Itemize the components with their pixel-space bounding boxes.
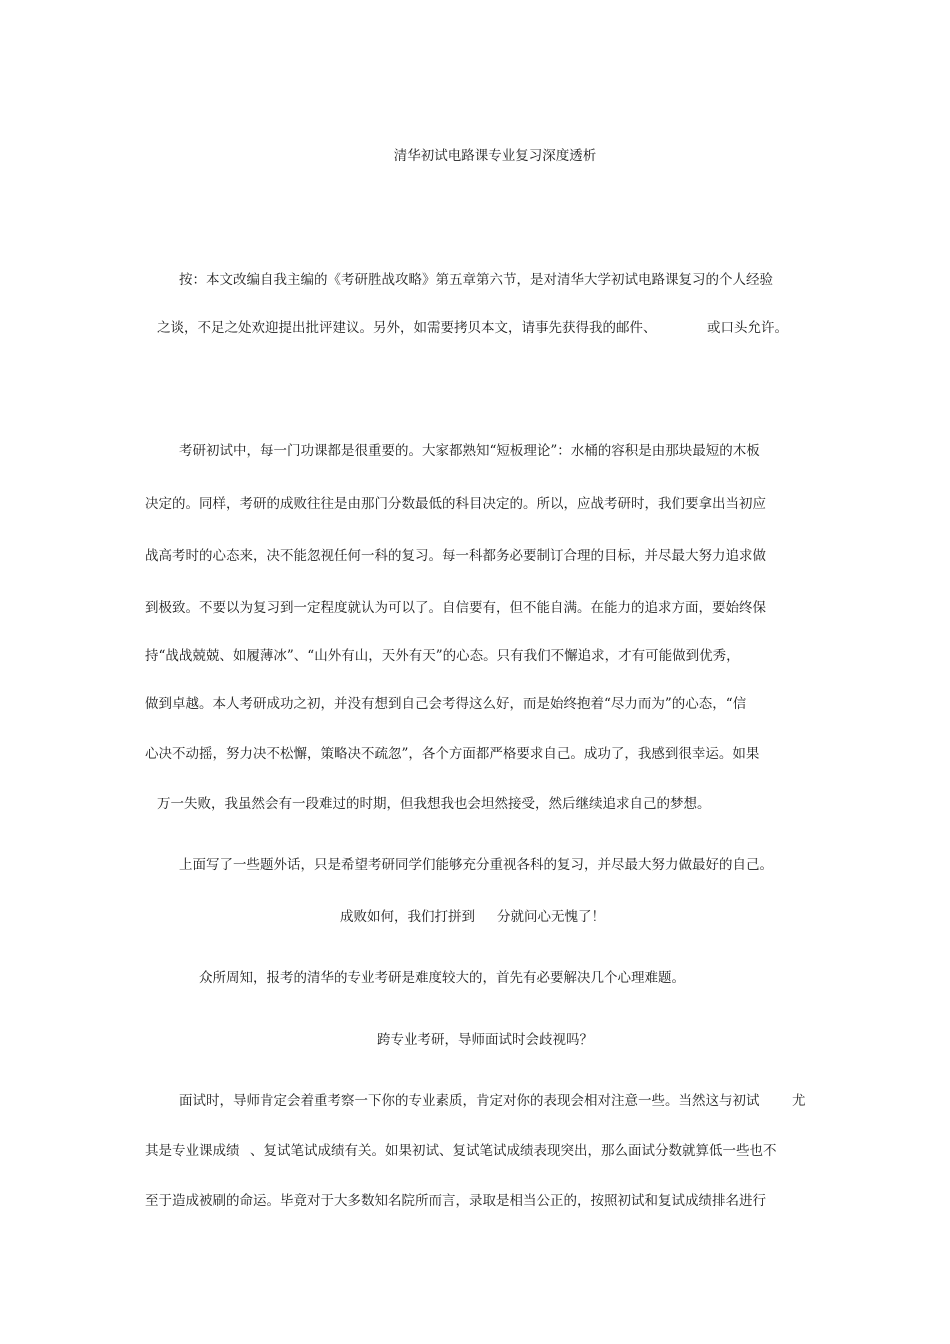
- para1-line-4: 到极致。不要以为复习到一定程度就认为可以了。自信要有，但不能自满。在能力的追求方面，要始终保: [145, 600, 766, 616]
- para4-line-2a: 其是专业课成绩: [145, 1143, 240, 1159]
- para1-line-6: 做到卓越。本人考研成功之初，并没有想到自己会考得这么好，而是始终抱着“尽力而为”的心态，“信: [145, 696, 747, 712]
- para2-line-1: 上面写了一些题外话，只是希望考研同学们能够充分重视各科的复习，并尽最大努力做最好的自己。: [179, 857, 773, 873]
- para1-line-3: 战高考时的心态来，决不能忽视任何一科的复习。每一科都务必要制订合理的目标，并尽最大努力追求做: [145, 548, 766, 564]
- page-title: 清华初试电路课专业复习深度透析: [393, 148, 597, 164]
- para1-line-5: 持“战战兢兢、如履薄冰”、“山外有山，天外有天”的心态。只有我们不懈追求，才有可能做到优秀，: [145, 648, 740, 664]
- para1-line-2: 决定的。同样，考研的成败往往是由那门分数最低的科目决定的。所以，应战考研时，我们要拿出当初应: [145, 496, 766, 512]
- para4-line-1: 面试时，导师肯定会着重考察一下你的专业素质，肯定对你的表现会相对注意一些。当然这与初试: [179, 1093, 760, 1109]
- para4-line-3: 至于造成被刷的命运。毕竟对于大多数知名院所而言，录取是相当公正的，按照初试和复试成绩排名进行: [145, 1193, 766, 1209]
- note-line-2: 之谈，不足之处欢迎提出批评建议。另外，如需要拷贝本文，请事先获得我的邮件、: [157, 320, 657, 336]
- para1-line-7: 心决不动摇，努力决不松懈，策略决不疏忽”，各个方面都严格要求自己。成功了，我感到很幸运。如果: [145, 746, 760, 762]
- para4-line-2b: 、复试笔试成绩有关。如果初试、复试笔试成绩表现突出，那么面试分数就算低一些也不: [250, 1143, 777, 1159]
- section-heading: 跨专业考研，导师面试时会歧视吗？: [377, 1032, 593, 1048]
- para1-line-8: 万一失败，我虽然会有一段难过的时期，但我想我也会坦然接受，然后继续追求自己的梦想。: [157, 796, 711, 812]
- para1-line-1: 考研初试中，每一门功课都是很重要的。大家都熟知“短板理论”：水桶的容积是由那块最短的木板: [179, 443, 760, 459]
- para2-line-2a: 成败如何，我们打拼到: [340, 909, 475, 925]
- para4-line-1-tail: 尤: [792, 1093, 806, 1109]
- note-line-2-tail: 或口头允许。: [707, 320, 788, 336]
- para2-line-2b: 分就问心无愧了！: [497, 909, 605, 925]
- note-line-1: 按：本文改编自我主编的《考研胜战攻略》第五章第六节，是对清华大学初试电路课复习的个人经验: [179, 272, 773, 288]
- para3: 众所周知，报考的清华的专业考研是难度较大的，首先有必要解决几个心理难题。: [199, 970, 685, 986]
